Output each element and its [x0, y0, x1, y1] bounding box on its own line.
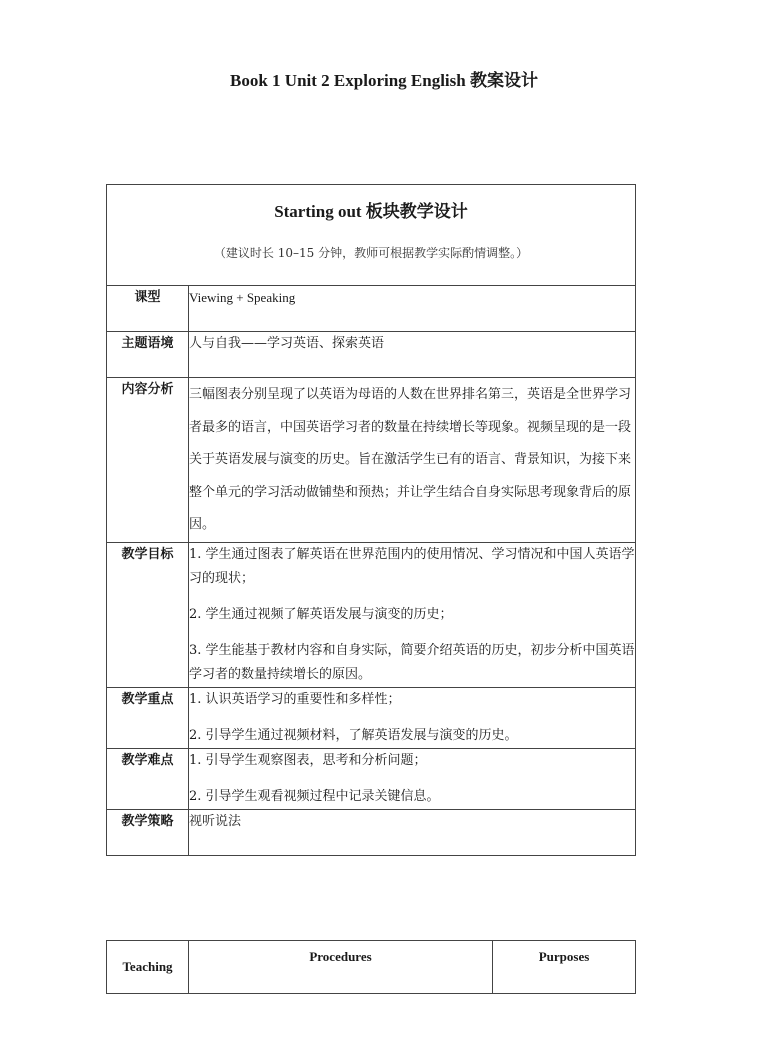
row-content: 视听说法 — [189, 809, 636, 855]
table-row-theme — [107, 332, 636, 378]
list-item: 1. 认识英语学习的重要性和多样性； — [189, 691, 401, 707]
row-label: 课型 — [107, 286, 189, 332]
table-heading: Starting out 板块教学设计 — [274, 202, 468, 221]
table-row-strategy — [107, 809, 636, 855]
row-content — [189, 687, 636, 748]
list-item: 2. 引导学生观看视频过程中记录关键信息。 — [189, 788, 440, 804]
page-title: Book 1 Unit 2 Exploring English 教案设计 — [230, 71, 538, 90]
row-label: 教学重点 — [107, 687, 189, 748]
header-procedures: Procedures — [189, 941, 493, 994]
procedure-header-row — [107, 941, 636, 994]
lesson-design-table — [106, 184, 636, 856]
row-content — [189, 542, 636, 687]
row-label: 内容分析 — [107, 378, 189, 543]
table-row-key-points — [107, 687, 636, 748]
table-row-difficulties — [107, 748, 636, 809]
row-label: 教学目标 — [107, 542, 189, 687]
row-label: 教学策略 — [107, 809, 189, 855]
list-item: 2. 引导学生通过视频材料，了解英语发展与演变的历史。 — [189, 727, 518, 743]
duration-note: （建议时长 10–15 分钟，教师可根据教学实际酌情调整。） — [213, 246, 529, 260]
row-content: 人与自我——学习英语、探索英语 — [189, 332, 636, 378]
list-item: 1. 引导学生观察图表，思考和分析问题； — [189, 752, 427, 768]
list-item: 2. 学生通过视频了解英语发展与演变的历史； — [189, 606, 453, 622]
row-content — [189, 748, 636, 809]
header-purposes: Purposes — [493, 941, 636, 994]
table-heading-cell — [107, 185, 636, 286]
row-content: 三幅图表分别呈现了以英语为母语的人数在世界排名第三，英语是全世界学习者最多的语言，中国英语学习者的数量在持续增长等现象。视频呈现的是一段关于英语发展与演变的历史。旨在激活学生已有的语言、背景知识，为接下来整个单元的学习活动做铺垫和预热；并让学生结合自身实际思考现象背后的原因。 — [189, 378, 636, 543]
row-content: Viewing + Speaking — [189, 286, 636, 332]
row-label: 教学难点 — [107, 748, 189, 809]
header-teaching: Teaching — [107, 941, 189, 994]
procedure-table — [106, 940, 636, 994]
row-label: 主题语境 — [107, 332, 189, 378]
table-row-objectives — [107, 542, 636, 687]
list-item: 1. 学生通过图表了解英语在世界范围内的使用情况、学习情况和中国人英语学习的现状； — [189, 546, 635, 586]
table-row-type — [107, 286, 636, 332]
table-row-analysis — [107, 378, 636, 543]
list-item: 3. 学生能基于教材内容和自身实际，简要介绍英语的历史，初步分析中国英语学习者的数量持续增长的原因。 — [189, 642, 635, 682]
